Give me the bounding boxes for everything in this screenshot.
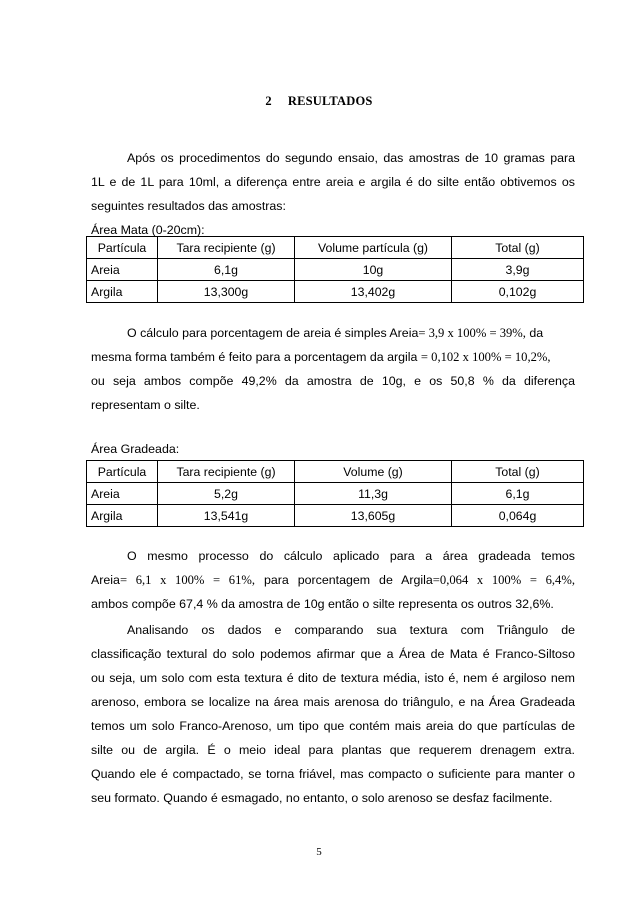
para1-text: da [525, 326, 544, 340]
table-cell: 6,1g [158, 259, 295, 281]
column-header: Volume (g) [295, 461, 452, 483]
table2-caption-block [91, 437, 575, 461]
table-row [87, 505, 584, 527]
table-cell: 0,064g [452, 505, 584, 527]
table-cell: 5,2g [158, 483, 295, 505]
para1-line-1 [91, 321, 575, 345]
table-cell: Argila [87, 281, 158, 303]
table1-caption: Área Mata (0-20cm): [91, 223, 205, 237]
intro-paragraph [91, 146, 575, 242]
intro-line-2: 1L e de 1L para 10ml, a diferença entre areia e argila é do silte então obtivemos os [91, 175, 575, 189]
column-header: Partícula [87, 237, 158, 259]
table-header-row [87, 461, 584, 483]
page-number: 5 [316, 846, 322, 858]
table-row [87, 281, 584, 303]
column-header: Tara recipiente (g) [158, 237, 295, 259]
table-cell: Argila [87, 505, 158, 527]
table-cell: 0,102g [452, 281, 584, 303]
section-number: 2 [265, 94, 272, 108]
clay-percent-formula: = 0,102 x 100% = 10,2%, [420, 350, 551, 364]
column-header: Total (g) [452, 237, 584, 259]
table-cell: Areia [87, 483, 158, 505]
para3-line-4: arenoso, embora se localize na área mais arenosa do triângulo, e na Área Gradeada [91, 695, 575, 709]
intro-line-3: seguintes resultados das amostras: [91, 199, 286, 213]
para3-line-7: Quando ele é compactado, se torna friável, mas compacto o suficiente para manter o [91, 767, 575, 781]
table-cell: 6,1g [452, 483, 584, 505]
para1-line-4: representam o silte. [91, 398, 200, 412]
table-cell: 13,541g [158, 505, 295, 527]
calc-paragraph-1 [91, 321, 575, 417]
table-cell: 11,3g [295, 483, 452, 505]
para2-text: Argila [401, 573, 433, 587]
para2-text: para [264, 573, 289, 587]
para2-text: porcentagem [297, 573, 371, 587]
table2-caption: Área Gradeada: [91, 442, 180, 456]
para3-line-1: Analisando os dados e comparando sua textura com Triângulo de [127, 623, 575, 637]
para3-line-5: temos um solo Franco-Arenoso, um tipo que contém mais areia do que partículas de [91, 719, 575, 733]
table-cell: 10g [295, 259, 452, 281]
calc-paragraph-2 [91, 544, 575, 616]
clay-percent-formula: =0,064 x 100% = 6,4%, [432, 573, 575, 587]
para2-line-2 [91, 568, 575, 592]
para3-line-2: classificação textural do solo podemos afirmar que a Área de Mata é Franco-Siltoso [91, 647, 575, 661]
sand-percent-formula: = 6,1 x 100% = 61%, [119, 573, 256, 587]
table-cell: 13,300g [158, 281, 295, 303]
para2-text: de [379, 573, 393, 587]
para3-line-6: silte ou de argila. É o meio ideal para plantas que requerem drenagem extra. [91, 743, 575, 757]
para1-line-3: ou seja ambos compõe 49,2% da amostra de 10g, e os 50,8 % da diferença [91, 374, 575, 388]
section-title: RESULTADOS [287, 94, 373, 108]
table-header-row [87, 237, 584, 259]
table-cell: 13,605g [295, 505, 452, 527]
intro-line-1: Após os procedimentos do segundo ensaio, das amostras de 10 gramas para [127, 151, 575, 165]
para3-line-8: seu formato. Quando é esmagado, no entanto, o solo arenoso se desfaz facilmente. [91, 791, 553, 805]
table-row [87, 483, 584, 505]
table-cell: 13,402g [295, 281, 452, 303]
table-area-mata [86, 236, 584, 303]
section-heading [0, 94, 638, 109]
sand-percent-formula: = 3,9 x 100% = 39%, [418, 326, 526, 340]
para3-line-3: ou seja, um solo com esta textura é dito de textura média, isto é, nem é argiloso nem [91, 671, 575, 685]
table-row [87, 259, 584, 281]
para2-line-3: ambos compõe 67,4 % da amostra de 10g então o silte representa os outros 32,6%. [91, 597, 554, 611]
para1-text: O cálculo para porcentagem de areia é simples Areia [127, 326, 419, 340]
column-header: Total (g) [452, 461, 584, 483]
table-cell: Areia [87, 259, 158, 281]
para1-text: mesma forma também é feito para a porcentagem da argila [91, 350, 421, 364]
para1-line-2 [91, 345, 575, 369]
para2-line-1: O mesmo processo do cálculo aplicado para a área gradeada temos [127, 549, 575, 563]
table-area-gradeada [86, 460, 584, 527]
para2-text: Areia [91, 573, 120, 587]
table-cell: 3,9g [452, 259, 584, 281]
column-header: Partícula [87, 461, 158, 483]
column-header: Tara recipiente (g) [158, 461, 295, 483]
column-header: Volume partícula (g) [295, 237, 452, 259]
analysis-paragraph [91, 618, 575, 810]
